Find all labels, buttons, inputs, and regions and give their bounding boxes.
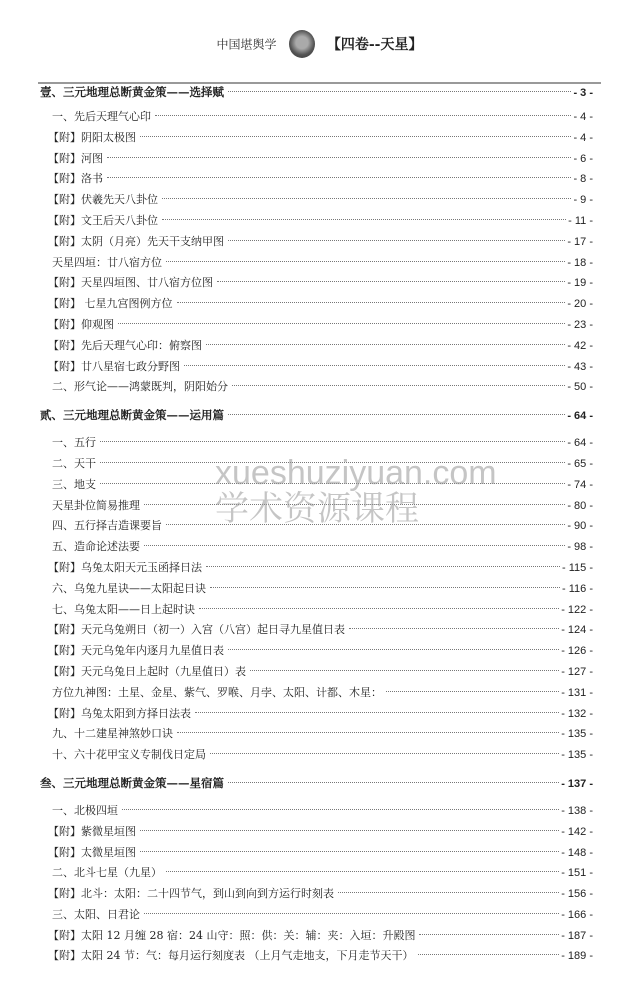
toc-entry-title: 【附】廿八星宿七政分野图 [48,359,180,373]
toc-entry-title: 三、太阳、日君论 [52,907,140,921]
dot-leader [228,91,571,92]
toc-entry[interactable] [40,926,593,947]
dot-leader [122,809,559,810]
toc-page-number: - 148 - [561,846,593,859]
toc-entry[interactable] [40,745,593,766]
toc-page-number: - 9 - [573,194,593,207]
dot-leader [177,732,559,733]
toc-entry[interactable] [40,641,593,662]
dot-leader [228,414,565,415]
dot-leader [107,177,571,178]
toc-page-number: - 132 - [561,707,593,720]
brand-text: 中国堪舆学 [216,37,277,52]
toc-entry[interactable] [40,496,593,517]
toc-page-number: - 122 - [561,603,593,616]
logo-icon [289,30,315,58]
toc-page-number: - 187 - [561,929,593,942]
toc-entry-title: 方位九神图：土星、金星、紫气、罗喉、月孛、太阳、计都、木星： [52,685,382,699]
toc-page-number: - 23 - [567,318,593,331]
toc-entry-title: 【附】伏羲先天八卦位 [48,193,158,207]
toc-entry-title: 天星卦位简易推理 [52,498,140,512]
dot-leader [418,954,560,955]
dot-leader [228,240,565,241]
toc-entry[interactable] [40,433,593,454]
dot-leader [217,281,565,282]
dot-leader [338,892,559,893]
toc-entry[interactable] [40,683,593,704]
dot-leader [228,782,559,783]
toc-page-number: - 3 - [573,87,593,99]
page-header [0,30,639,58]
toc-entry-title: 一、五行 [52,436,96,450]
toc-page-number: - 6 - [573,152,593,165]
dot-leader [144,545,565,546]
toc-page-number: - 166 - [561,908,593,921]
toc-page-number: - 8 - [573,173,593,186]
toc-page-number: - 126 - [561,645,593,658]
toc-page-number: - 151 - [561,867,593,880]
toc-entry-title: 【附】北斗：太阳：二十四节气，到山到向到方运行时刻表 [48,887,334,901]
toc-page-number: - 19 - [567,277,593,290]
dot-leader [195,712,559,713]
toc-entry-title: 【附】太阳 24 节：气：每月运行刻度表 （上月气走地支，下月走节天干） [48,949,414,963]
toc-entry[interactable] [40,211,593,232]
toc-entry-title: 四、五行择吉造课要旨 [52,519,162,533]
toc-page-number: - 135 - [561,749,593,762]
toc-entry-title: 贰、三元地理总断黄金策——运用篇 [40,408,224,423]
toc-entry[interactable] [40,273,593,294]
toc-entry[interactable] [40,169,593,190]
toc-entry[interactable] [40,315,593,336]
toc-entry-title: 二、形气论——鸿蒙既判，阴阳始分 [52,380,228,394]
table-of-contents [40,80,593,967]
toc-entry-title: 天星四垣：廿八宿方位 [52,255,162,269]
dot-leader [155,115,571,116]
toc-entry[interactable] [40,475,593,496]
toc-entry[interactable] [40,537,593,558]
toc-page-number: - 127 - [561,665,593,678]
toc-entry-title: 【附】紫微星垣图 [48,824,136,838]
toc-entry[interactable] [40,253,593,274]
volume-title: 【四卷--天星】 [326,37,423,53]
watermark-url: xueshuziyuan.com [215,454,497,492]
toc-entry-title: 【附】先后天理气心印：俯察图 [48,338,202,352]
toc-page-number: - 156 - [561,888,593,901]
toc-entry[interactable] [40,600,593,621]
toc-page-number: - 189 - [561,950,593,963]
toc-entry[interactable] [40,149,593,170]
toc-entry[interactable] [40,620,593,641]
toc-entry[interactable] [40,662,593,683]
toc-entry[interactable] [40,724,593,745]
watermark-text: 学术资源课程 [215,490,419,528]
dot-leader [228,649,559,650]
toc-entry-title: 三、地支 [52,477,96,491]
toc-entry-title: 【附】天元乌兔年内逐月九星值日表 [48,644,224,658]
dot-leader [100,462,565,463]
toc-page-number: - 65 - [567,457,593,470]
toc-page-number: - 98 - [567,541,593,554]
toc-entry-title: 九、十二建星神煞妙口诀 [52,727,173,741]
toc-page-number: - 142 - [561,825,593,838]
toc-entry[interactable] [40,863,593,884]
toc-entry-title: 【附】太阳 12 月缠 28 宿：24 山守：照：供：关：辅：夹：入垣：升殿图 [48,928,416,942]
dot-leader [162,219,566,220]
dot-leader [199,608,559,609]
toc-entry-title: 【附】河图 [48,151,103,165]
toc-page-number: - 17 - [567,235,593,248]
toc-page-number: - 4 - [573,131,593,144]
dot-leader [107,157,571,158]
toc-entry-title: 七、乌兔太阳——日上起时诀 [52,602,195,616]
toc-page-number: - 90 - [567,520,593,533]
toc-entry-title: 叁、三元地理总断黄金策——星宿篇 [40,775,224,790]
toc-entry-title: 壹、三元地理总断黄金策——选择赋 [40,85,224,99]
toc-section-heading[interactable] [40,80,593,104]
toc-entry-title: 【附】阴阳太极图 [48,130,136,144]
dot-leader [100,483,565,484]
toc-page-number: - 43 - [567,360,593,373]
toc-section-heading[interactable] [40,403,593,427]
toc-page-number: - 64 - [567,437,593,450]
toc-entry[interactable] [40,336,593,357]
toc-entry[interactable] [40,558,593,579]
dot-leader [250,670,559,671]
toc-entry-title: 【附】乌兔太阳到方择日法表 [48,706,191,720]
toc-entry-title: 【附】太微星垣图 [48,845,136,859]
toc-entry[interactable] [40,232,593,253]
toc-entry-title: 一、先后天理气心印 [52,110,151,123]
toc-page-number: - 137 - [561,777,593,790]
dot-leader [140,830,559,831]
dot-leader [162,198,571,199]
toc-page-number: - 20 - [567,298,593,311]
dot-leader [232,385,565,386]
dot-leader [349,628,559,629]
toc-entry-title: 【附】 七星九宫图例方位 [48,297,173,311]
toc-entry[interactable] [40,843,593,864]
dot-leader [386,691,559,692]
dot-leader [140,851,559,852]
toc-page-number: - 138 - [561,804,593,817]
toc-page-number: - 131 - [561,686,593,699]
toc-entry[interactable] [40,128,593,149]
dot-leader [166,871,559,872]
toc-entry-title: 【附】太阴（月亮）先天干支纳甲图 [48,234,224,248]
toc-entry-title: 【附】天星四垣图、廿八宿方位图 [48,276,213,290]
toc-section-heading[interactable] [40,771,593,795]
dot-leader [166,524,565,525]
dot-leader [118,323,565,324]
toc-page-number: - 80 - [567,499,593,512]
toc-entry-title: 【附】洛书 [48,172,103,186]
toc-entry[interactable] [40,294,593,315]
toc-page-number: - 74 - [567,478,593,491]
toc-entry-title: 【附】文王后天八卦位 [48,213,158,227]
toc-page-number: - 124 - [561,624,593,637]
toc-entry-title: 二、天干 [52,456,96,470]
toc-entry[interactable] [40,377,593,398]
toc-page-number: - 11 - [568,214,593,227]
toc-entry[interactable] [40,357,593,378]
dot-leader [140,136,571,137]
toc-entry[interactable] [40,905,593,926]
toc-entry-title: 二、北斗七星（九星） [52,866,162,880]
toc-entry[interactable] [40,884,593,905]
toc-entry[interactable] [40,946,593,967]
dot-leader [206,566,560,567]
dot-leader [184,365,565,366]
toc-entry[interactable] [40,454,593,475]
dot-leader [419,934,559,935]
toc-page-number: - 135 - [561,728,593,741]
dot-leader [177,302,566,303]
toc-entry[interactable] [40,822,593,843]
toc-page-number: - 116 - [562,582,593,595]
dot-leader [144,913,559,914]
toc-page-number: - 4 - [573,111,593,123]
toc-entry[interactable] [40,107,593,128]
dot-leader [100,441,565,442]
toc-entry[interactable] [40,704,593,725]
dot-leader [144,504,565,505]
toc-entry-title: 【附】天元乌兔朔日（初一）入宫（八宫）起日寻九星值日表 [48,623,345,637]
dot-leader [206,344,565,345]
toc-entry-title: 六、乌兔九星诀——太阳起日诀 [52,581,206,595]
dot-leader [210,587,560,588]
toc-entry[interactable] [40,190,593,211]
toc-entry-title: 五、造命论述法要 [52,540,140,554]
toc-page-number: - 42 - [567,339,593,352]
toc-page-number: - 18 - [567,256,593,269]
dot-leader [166,261,565,262]
toc-entry-title: 【附】天元乌兔日上起时（九星值日）表 [48,664,246,678]
toc-entry[interactable] [40,516,593,537]
toc-entry-title: 【附】乌兔太阳天元玉函择日法 [48,560,202,574]
toc-entry-title: 【附】仰观图 [48,317,114,331]
toc-entry-title: 一、北极四垣 [52,803,118,817]
toc-entry-title: 十、六十花甲宝义专制伐日定局 [52,748,206,762]
toc-page-number: - 64 - [567,410,593,423]
toc-entry[interactable] [40,579,593,600]
dot-leader [210,753,559,754]
toc-page-number: - 115 - [562,561,593,574]
toc-entry[interactable] [40,801,593,822]
toc-page-number: - 50 - [567,381,593,394]
